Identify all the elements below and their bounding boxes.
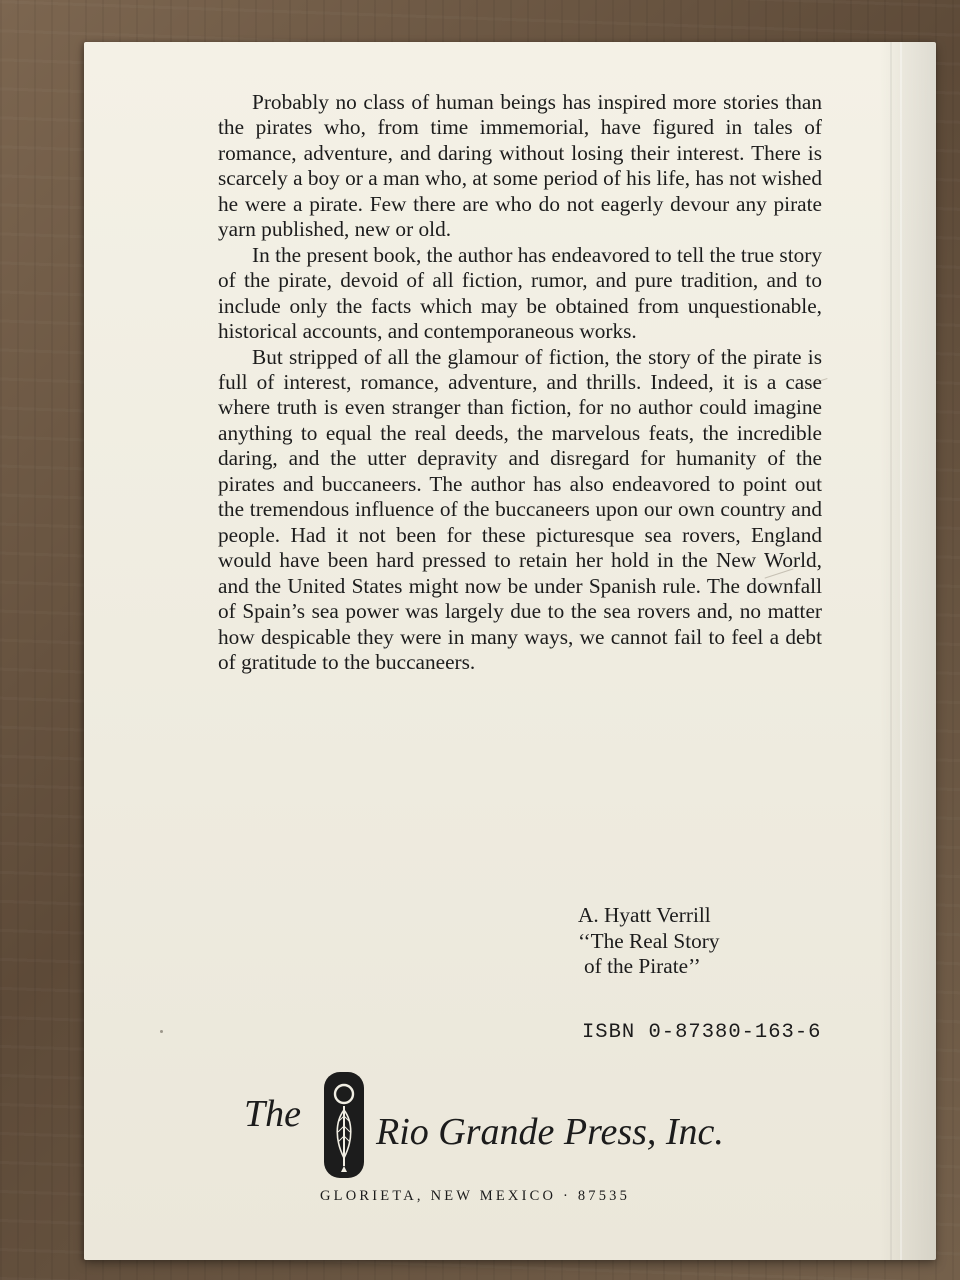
publisher-the: The	[244, 1093, 301, 1135]
publisher-name: Rio Grande Press, Inc.	[376, 1111, 724, 1153]
attribution-title-line-1: ‘‘The Real Story	[578, 928, 720, 953]
blurb-paragraph-3: But stripped of all the glamour of fiction, the story of the pirate is full of interest, romance, adventure, and thrills. Indeed, it is a case where truth is even stranger than fiction, for no author could imagine anything to equal the real deeds, the marvelous feats, the incredible daring, and the utter depravity and disregard for humanity of the pirates and buccaneers. The author has also endeavored to point out the tremendous influence of the buccaneers upon our own country and people. Had it not been for these picturesque sea rovers, England would have been hard pressed to retain her hold in the New World, and the United States might now be under Spanish rule. The downfall of Spain’s sea power was largely due to the sea rovers and, no matter how despicable they were in many ways, we cannot fail to feel a debt of gratitude to the buccaneers.	[218, 344, 822, 674]
attribution	[578, 903, 838, 980]
cover-spine-shading	[880, 42, 936, 1260]
blurb-text	[218, 90, 822, 675]
quill-emblem-icon	[322, 1070, 366, 1180]
cover-crease	[890, 42, 892, 1260]
attribution-title-line-2: of the Pirate’’	[584, 954, 701, 978]
attribution-author: A. Hyatt Verrill	[578, 903, 711, 927]
publisher-imprint	[244, 1064, 804, 1220]
isbn-number: ISBN 0-87380-163-6	[582, 1021, 822, 1044]
cover-crease	[900, 42, 902, 1260]
cover-speck	[160, 1030, 163, 1033]
blurb-paragraph-1: Probably no class of human beings has inspired more stories than the pirates who, from time immemorial, have figured in tales of romance, adventure, and daring without losing their interest. There is scarcely a boy or a man who, at some period of his life, has not wished he were a pirate. Few there are who do not eagerly devour any pirate yarn published, new or old.	[218, 90, 822, 242]
blurb-paragraph-2: In the present book, the author has endeavored to tell the true story of the pirate, devoid of all fiction, rumor, and pure tradition, and to include only the facts which may be obtained from unquestionable, historical accounts, and contemporaneous works.	[218, 242, 822, 344]
publisher-location: GLORIETA, NEW MEXICO · 87535	[320, 1188, 631, 1204]
book-back-cover	[84, 42, 936, 1260]
